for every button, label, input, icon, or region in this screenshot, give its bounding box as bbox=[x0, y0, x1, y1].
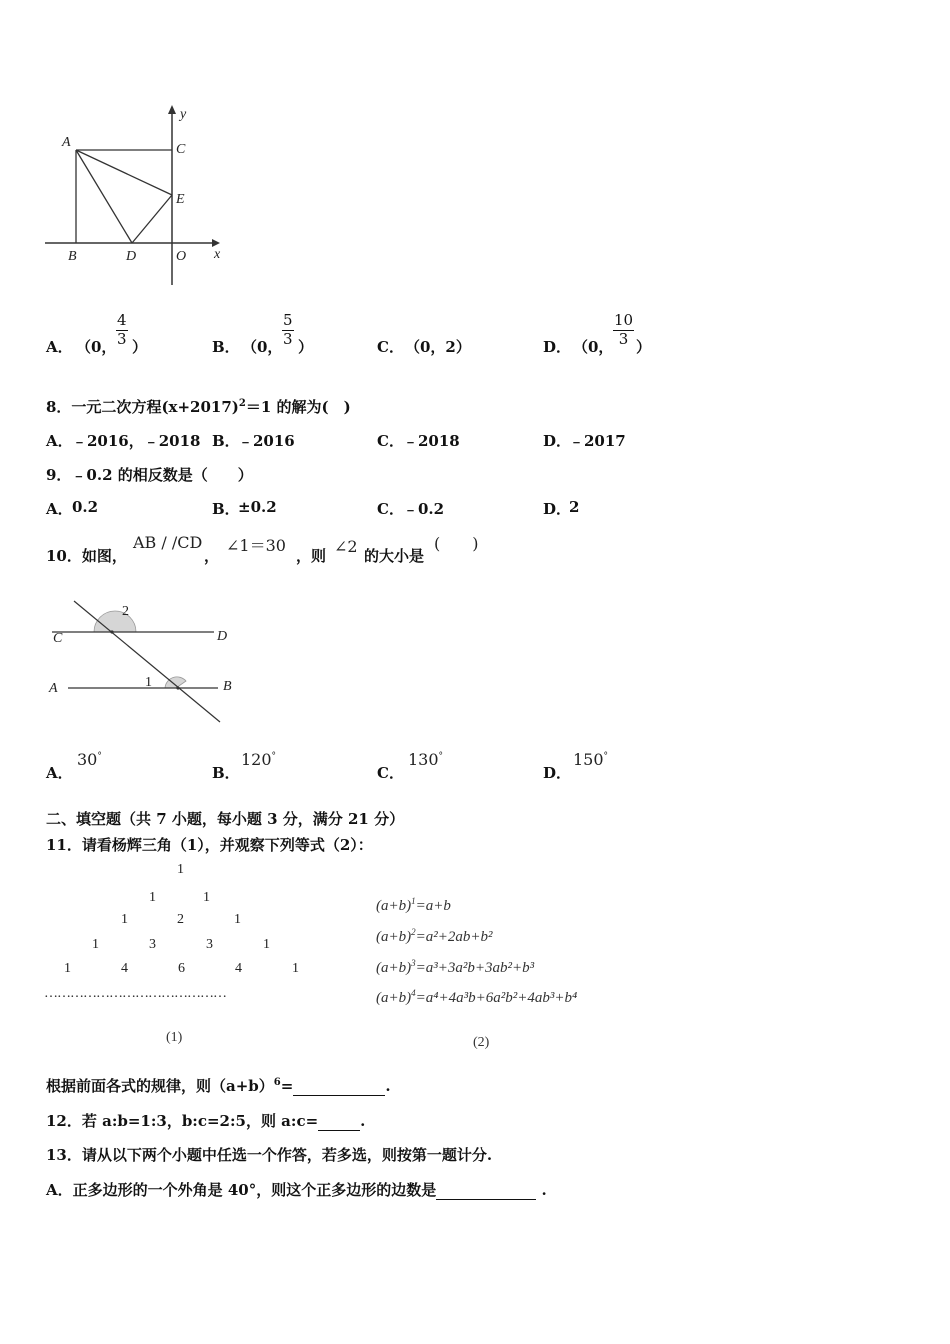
q10-option-b-value: 120° bbox=[241, 750, 277, 769]
q12-text: 12．若 a:b=1:3，b:c=2:5，则 a:c= bbox=[46, 1112, 319, 1130]
tri-dots: …………………………………… bbox=[44, 986, 226, 1001]
y-axis-arrow bbox=[168, 105, 176, 114]
q10-option-c-label: C． bbox=[377, 764, 404, 782]
q11-question bbox=[46, 1075, 391, 1096]
q11-answer-blank[interactable] bbox=[293, 1077, 385, 1096]
tri-r3-c2: 3 bbox=[206, 937, 213, 952]
q9-stem: 9．﹣0.2 的相反数是（ ） bbox=[46, 466, 253, 484]
q10-stem-c: 的大小是 bbox=[364, 547, 425, 565]
label-a: A bbox=[49, 681, 58, 696]
q10-paren: ( ) bbox=[434, 534, 479, 553]
label-d: D bbox=[217, 629, 228, 644]
q7-coordinate-figure bbox=[40, 100, 240, 290]
q8-option-d-label: D． bbox=[543, 432, 572, 450]
tri-r3-c3: 1 bbox=[263, 937, 270, 952]
tri-r2-c2: 1 bbox=[234, 912, 241, 927]
q9-option-d-label: D． bbox=[543, 500, 572, 518]
q9-option-c-label: C． bbox=[377, 500, 404, 518]
label-d: D bbox=[126, 249, 137, 264]
q13-part-a-text: A．正多边形的一个外角是 40°，则这个正多边形的边数是 bbox=[46, 1181, 437, 1199]
equation-1: $(a+b)^1=a+b$ bbox=[376, 896, 451, 914]
q7-option-b-den: 3 bbox=[283, 330, 293, 348]
tri-r4-c0: 1 bbox=[64, 961, 71, 976]
q7-option-b-label: B． bbox=[212, 338, 240, 356]
q7-option-a-num: 4 bbox=[117, 311, 127, 329]
tri-r4-c2: 6 bbox=[178, 961, 185, 976]
q7-option-b-prefix: （0， bbox=[242, 338, 283, 356]
q12-end: . bbox=[360, 1112, 366, 1130]
tri-r4-c1: 4 bbox=[121, 961, 128, 976]
tri-r3-c0: 1 bbox=[92, 937, 99, 952]
q10-stem-b: ，则 bbox=[296, 547, 327, 565]
equation-4: $(a+b)^4=a^4+4a^3b+6a^2b^2+4ab^3+b^4$ bbox=[376, 988, 578, 1006]
q7-option-b-num: 5 bbox=[283, 311, 293, 329]
section-2-heading: 二、填空题（共 7 小题，每小题 3 分，满分 21 分） bbox=[46, 810, 405, 828]
q13-part-a-end: . bbox=[541, 1181, 547, 1199]
label-c: C bbox=[176, 142, 186, 157]
q11-question-end: . bbox=[385, 1077, 391, 1095]
tri-r4-c3: 4 bbox=[235, 961, 242, 976]
q8-stem-a: 8．一元二次方程(x+2017) bbox=[46, 398, 239, 416]
q7-option-a-den: 3 bbox=[117, 330, 127, 348]
q8-option-d-text: ﹣2017 bbox=[569, 432, 626, 450]
q7-option-c-label: C． bbox=[377, 338, 404, 356]
tri-r3-c1: 3 bbox=[149, 937, 156, 952]
label-b: B bbox=[68, 249, 77, 264]
q7-option-a-label: A． bbox=[46, 338, 73, 356]
q11-question-sup: 6 bbox=[273, 1077, 281, 1088]
q7-option-d-num: 10 bbox=[614, 311, 634, 329]
q10-option-d-value: 150° bbox=[573, 750, 609, 769]
transversal bbox=[74, 601, 220, 722]
caption-2: (2) bbox=[473, 1035, 490, 1050]
label-a: A bbox=[62, 135, 71, 150]
equation-3: $(a+b)^3=a^3+3a^2b+3ab^2+b^3$ bbox=[376, 958, 535, 976]
q7-option-d-den: 3 bbox=[618, 330, 629, 348]
q10-expr-angle1: ∠1＝30 bbox=[226, 536, 286, 555]
q9-option-a-label: A． bbox=[46, 500, 73, 518]
label-2: 2 bbox=[122, 604, 129, 619]
q9-option-a-text: 0.2 bbox=[72, 498, 99, 516]
tri-r2-c0: 1 bbox=[121, 912, 128, 927]
q10-option-a-label: A． bbox=[46, 764, 73, 782]
label-y: y bbox=[180, 107, 187, 122]
q7-option-d-label: D． bbox=[543, 338, 572, 356]
q7-option-d-fraction bbox=[613, 312, 634, 348]
q7-option-a-suffix: ） bbox=[132, 338, 148, 356]
q13-part-a bbox=[46, 1179, 547, 1200]
q8-option-a-label: A． bbox=[46, 432, 73, 450]
q11-question-a: 根据前面各式的规律，则（a+b） bbox=[46, 1077, 274, 1095]
q13-answer-blank[interactable] bbox=[436, 1181, 536, 1200]
q9-option-d-text: 2 bbox=[569, 498, 580, 516]
q10-stem-a: 10．如图， bbox=[46, 547, 127, 565]
q9-option-b-label: B． bbox=[212, 500, 240, 518]
q10-comma: ， bbox=[204, 547, 220, 565]
label-c: C bbox=[53, 631, 63, 646]
q8-option-b-text: ﹣2016 bbox=[238, 432, 295, 450]
q8-stem-sup: 2 bbox=[238, 398, 246, 409]
q9-option-c-text: ﹣0.2 bbox=[403, 500, 445, 518]
tri-r0-c0: 1 bbox=[177, 862, 184, 877]
tri-r1-c0: 1 bbox=[149, 890, 156, 905]
q10-option-a-value: 30° bbox=[77, 750, 102, 769]
q8-stem bbox=[46, 396, 351, 417]
label-x: x bbox=[214, 247, 221, 262]
q7-option-d-prefix: （0， bbox=[573, 338, 614, 356]
angle-2-arc bbox=[94, 611, 136, 632]
q10-parallel-lines-figure bbox=[40, 590, 250, 730]
q12-answer-blank[interactable] bbox=[318, 1112, 360, 1131]
q7-option-a-prefix: （0， bbox=[76, 338, 117, 356]
q9-option-b-text: ±0.2 bbox=[238, 498, 277, 516]
tri-r1-c1: 1 bbox=[203, 890, 210, 905]
label-b: B bbox=[223, 679, 232, 694]
q10-expr-angle2: ∠2 bbox=[334, 537, 358, 556]
q7-option-c-text: （0，2） bbox=[405, 338, 471, 356]
q10-option-d-label: D． bbox=[543, 764, 572, 782]
label-e: E bbox=[176, 192, 185, 207]
q8-option-c-text: ﹣2018 bbox=[403, 432, 460, 450]
q8-option-a-text: ﹣2016，﹣2018 bbox=[72, 432, 201, 450]
q7-option-b-suffix: ） bbox=[298, 338, 314, 356]
q13-stem: 13．请从以下两个小题中任选一个作答，若多选，则按第一题计分. bbox=[46, 1146, 493, 1164]
label-1: 1 bbox=[145, 675, 152, 690]
q10-expr-parallel: AB / /CD bbox=[133, 533, 203, 552]
q8-stem-b: ＝1 的解为( ) bbox=[245, 398, 351, 416]
q10-option-c-value: 130° bbox=[408, 750, 444, 769]
q7-option-b-fraction bbox=[282, 312, 294, 348]
caption-1: (1) bbox=[166, 1030, 183, 1045]
equation-2: $(a+b)^2=a^2+2ab+b^2$ bbox=[376, 927, 493, 945]
q8-option-c-label: C． bbox=[377, 432, 404, 450]
q11-question-b: = bbox=[280, 1077, 294, 1095]
q10-option-b-label: B． bbox=[212, 764, 240, 782]
q11-stem: 11．请看杨辉三角（1），并观察下列等式（2）： bbox=[46, 836, 373, 854]
q7-option-d-suffix: ） bbox=[636, 338, 652, 356]
x-axis-arrow bbox=[212, 239, 220, 247]
tri-r2-c1: 2 bbox=[177, 912, 184, 927]
q12 bbox=[46, 1110, 365, 1131]
label-o: O bbox=[176, 249, 187, 264]
tri-r4-c4: 1 bbox=[292, 961, 299, 976]
q7-option-a-fraction bbox=[116, 312, 128, 348]
q8-option-b-label: B． bbox=[212, 432, 240, 450]
